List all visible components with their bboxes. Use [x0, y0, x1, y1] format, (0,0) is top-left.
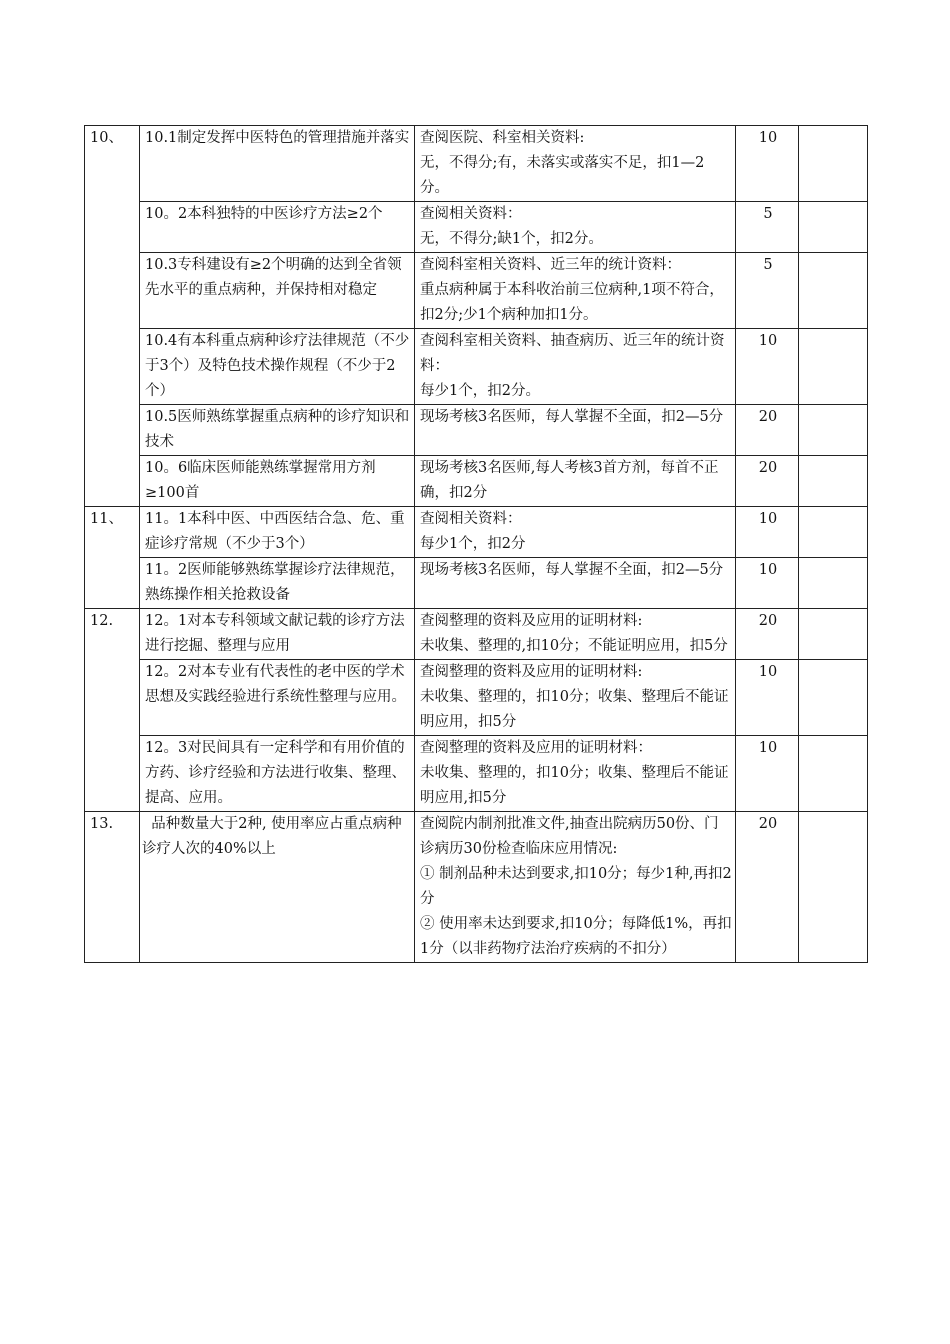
blank-cell: [799, 812, 868, 963]
check-method: 现场考核3名医师，每人掌握不全面，扣2—5分: [415, 558, 736, 609]
table-row: [85, 660, 868, 736]
score-cell: 10: [736, 660, 799, 736]
blank-cell: [799, 609, 868, 660]
table-row: [85, 405, 868, 456]
blank-cell: [799, 456, 868, 507]
group-number: 11、: [85, 507, 140, 609]
item-description: 10.5医师熟练掌握重点病种的诊疗知识和技术: [140, 405, 415, 456]
table-row: [85, 507, 868, 558]
score-cell: 20: [736, 812, 799, 963]
table-row: [85, 558, 868, 609]
blank-cell: [799, 253, 868, 329]
table-row: [85, 609, 868, 660]
score-cell: 10: [736, 736, 799, 812]
table-row: [85, 736, 868, 812]
check-method: 查阅整理的资料及应用的证明材料: 未收集、整理的，扣10分；收集、整理后不能证明应用，扣5分: [415, 660, 736, 736]
item-description: 11。1本科中医、中西医结合急、危、重症诊疗常规（不少于3个）: [140, 507, 415, 558]
item-description: 10。2本科独特的中医诊疗方法≥2个: [140, 202, 415, 253]
check-method: 现场考核3名医师,每人考核3首方剂，每首不正确，扣2分: [415, 456, 736, 507]
assessment-table: [84, 125, 868, 963]
group-number: 13.: [85, 812, 140, 963]
score-cell: 10: [736, 558, 799, 609]
check-method: 查阅相关资料： 每少1个，扣2分: [415, 507, 736, 558]
blank-cell: [799, 660, 868, 736]
item-description: 12。3对民间具有一定科学和有用价值的方药、诊疗经验和方法进行收集、整理、提高、应用。: [140, 736, 415, 812]
score-cell: 5: [736, 253, 799, 329]
score-cell: 5: [736, 202, 799, 253]
blank-cell: [799, 507, 868, 558]
blank-cell: [799, 405, 868, 456]
item-description: 12。2对本专业有代表性的老中医的学术思想及实践经验进行系统性整理与应用。: [140, 660, 415, 736]
table-row: [85, 329, 868, 405]
item-description: 10.4有本科重点病种诊疗法律规范（不少于3个）及特色技术操作规程（不少于2个）: [140, 329, 415, 405]
item-description: 11。2医师能够熟练掌握诊疗法律规范，熟练操作相关抢救设备: [140, 558, 415, 609]
check-method: 查阅科室相关资料、抽查病历、近三年的统计资料： 每少1个，扣2分。: [415, 329, 736, 405]
blank-cell: [799, 126, 868, 202]
check-method: 查阅院内制剂批准文件,抽查出院病历50份、门诊病历30份检查临床应用情况: ① 制剂品种未达到要求,扣10分；每少1种,再扣2分 ② 使用率未达到要求,扣10分；每降低1%，再扣1分（以非药物疗法治疗疾病的不扣分）: [415, 812, 736, 963]
table-row: [85, 812, 868, 963]
blank-cell: [799, 202, 868, 253]
item-description: 品种数量大于2种, 使用率应占重点病种诊疗人次的40%以上: [140, 812, 415, 963]
table-row: [85, 253, 868, 329]
table-row: [85, 456, 868, 507]
item-description: 10.3专科建设有≥2个明确的达到全省领先水平的重点病种，并保持相对稳定: [140, 253, 415, 329]
score-cell: 10: [736, 507, 799, 558]
group-number: 10、: [85, 126, 140, 507]
check-method: 查阅整理的资料及应用的证明材料： 未收集、整理的，扣10分；收集、整理后不能证明应用,扣5分: [415, 736, 736, 812]
blank-cell: [799, 329, 868, 405]
blank-cell: [799, 736, 868, 812]
check-method: 查阅相关资料： 无，不得分;缺1个，扣2分。: [415, 202, 736, 253]
check-method: 查阅科室相关资料、近三年的统计资料： 重点病种属于本科收治前三位病种,1项不符合，扣2分;少1个病种加扣1分。: [415, 253, 736, 329]
score-cell: 20: [736, 609, 799, 660]
score-cell: 20: [736, 456, 799, 507]
item-description: 10.1制定发挥中医特色的管理措施并落实: [140, 126, 415, 202]
score-cell: 10: [736, 126, 799, 202]
check-method: 查阅整理的资料及应用的证明材料: 未收集、整理的,扣10分；不能证明应用，扣5分: [415, 609, 736, 660]
group-number: 12.: [85, 609, 140, 812]
table-row: [85, 202, 868, 253]
check-method: 查阅医院、科室相关资料: 无，不得分;有，未落实或落实不足，扣1—2分。: [415, 126, 736, 202]
blank-cell: [799, 558, 868, 609]
score-cell: 20: [736, 405, 799, 456]
item-description: 10。6临床医师能熟练掌握常用方剂≥100首: [140, 456, 415, 507]
score-cell: 10: [736, 329, 799, 405]
item-description: 12。1对本专科领域文献记载的诊疗方法进行挖掘、整理与应用: [140, 609, 415, 660]
check-method: 现场考核3名医师，每人掌握不全面，扣2—5分: [415, 405, 736, 456]
table-row: [85, 126, 868, 202]
